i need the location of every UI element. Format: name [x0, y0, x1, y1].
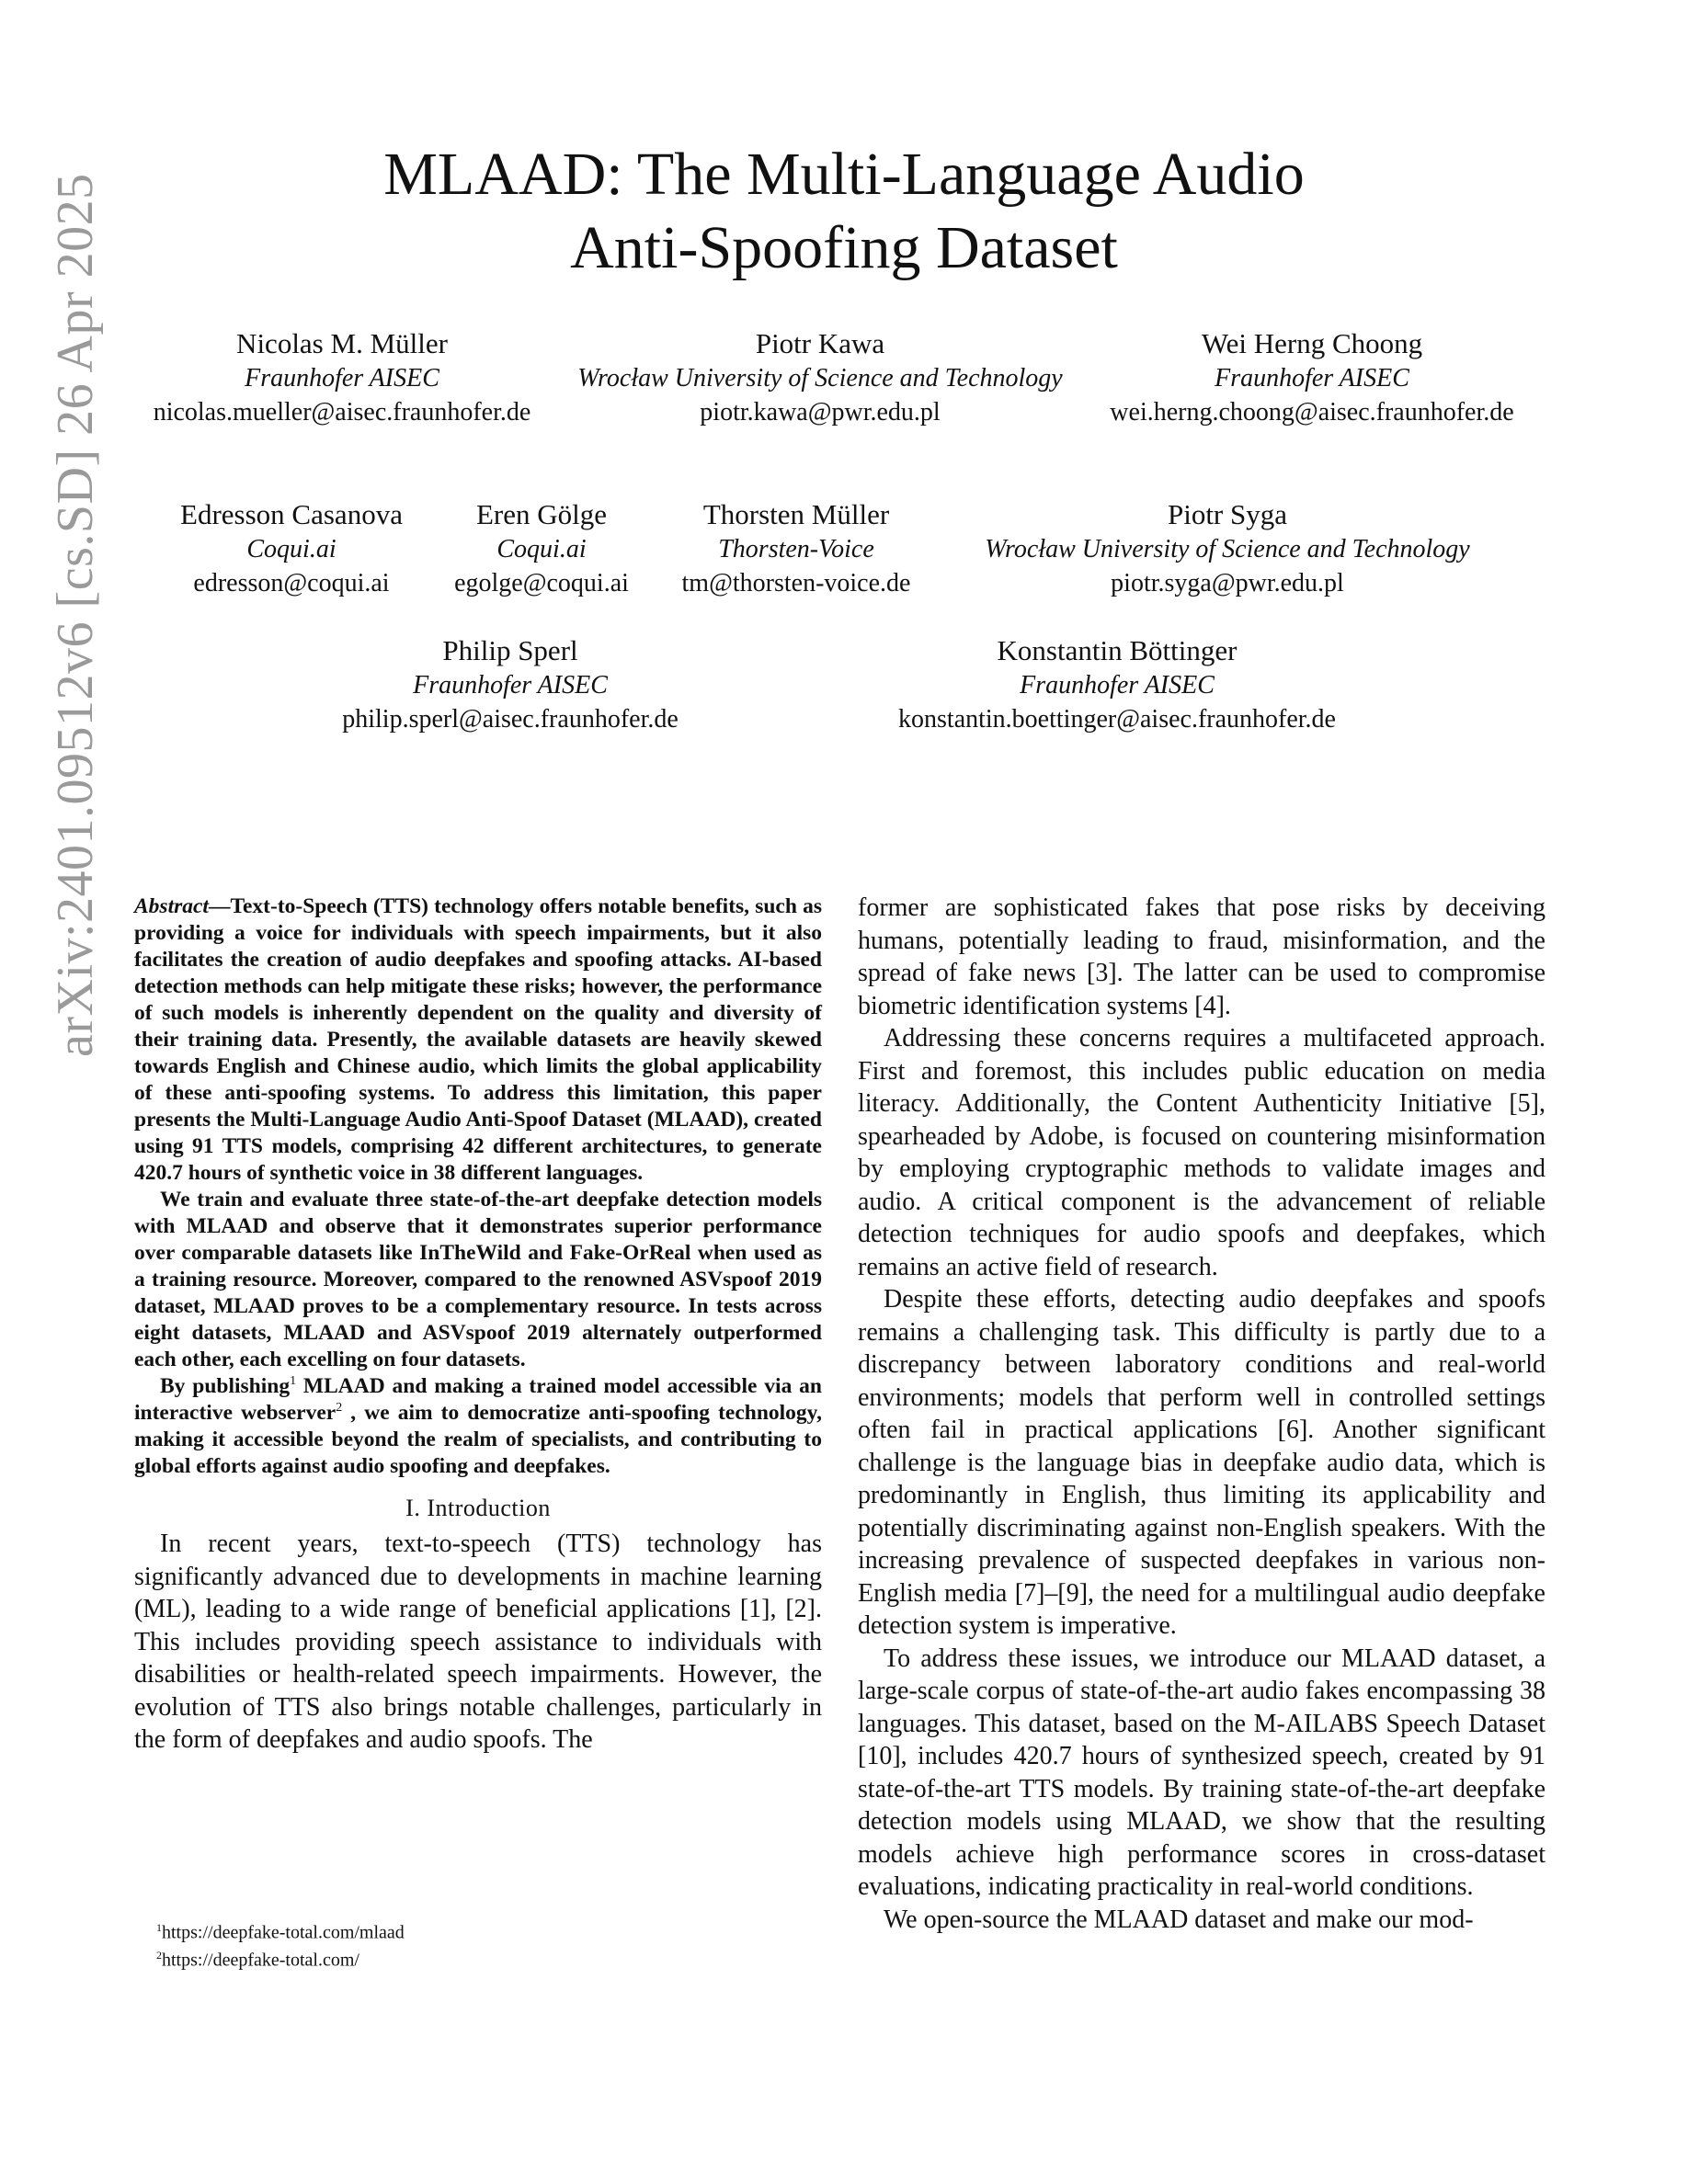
author-email: piotr.syga@pwr.edu.pl — [1111, 569, 1344, 597]
author-block — [985, 497, 1470, 600]
author-block — [154, 326, 531, 429]
footnote-ref: 2 — [336, 1401, 343, 1416]
body-paragraph: Despite these efforts, detecting audio deepfakes and spoofs remains a challenging task. This difficulty is partly due to a discrepancy between laboratory conditions and real-world environments; models that perform well in controlled settings often fail in practical applications [6]. Another significant challenge is the language bias in deepfake audio data, which is predominantly in English, thus limiting its applicability and potentially discriminating against non-English speakers. With the increasing prevalence of suspected deepfakes in various non-English media [7]–[9], the need for a multilingual audio deepfake detection system is imperative. — [858, 1285, 1545, 1640]
author-block — [180, 497, 403, 600]
author-affiliation: Coqui.ai — [246, 535, 336, 563]
author-affiliation: Fraunhofer AISEC — [413, 671, 608, 700]
abstract-paragraph-3 — [134, 1373, 822, 1480]
footnote-ref: 1 — [290, 1374, 297, 1389]
author-name: Philip Sperl — [442, 634, 578, 666]
author-name: Piotr Kawa — [755, 327, 885, 359]
footnote-mark: 1 — [156, 1921, 162, 1934]
title-line-2: Anti-Spoofing Dataset — [570, 214, 1118, 281]
author-email: edresson@coqui.ai — [193, 569, 390, 597]
author-name: Thorsten Müller — [702, 498, 890, 530]
body-paragraph: former are sophisticated fakes that pose risks by deceiving humans, potentially leading to fraud, misinformation, and the spread of fake news [3]. The latter can be used to compromise biometric identification systems [4]. — [858, 893, 1545, 1020]
footnotes — [156, 1917, 405, 1971]
abstract-paragraph-1 — [134, 893, 822, 1187]
author-block — [342, 633, 679, 736]
author-affiliation: Fraunhofer AISEC — [1215, 364, 1409, 392]
title-line-1: MLAAD: The Multi-Language Audio — [383, 141, 1305, 208]
abstract-paragraph-2: We train and evaluate three state-of-the-art deepfake detection models with MLAAD and observe that it demonstrates superior performance over comparable datasets like InTheWild and Fake-OrReal when used as a training resource. Moreover, compared to the renowned ASVspoof 2019 dataset, MLAAD proves to be a complementary resource. In tests across eight datasets, MLAAD and ASVspoof 2019 alternately outperformed each other, each excelling on four datasets. — [134, 1188, 822, 1371]
arxiv-identifier-stamp: arXiv:2401.09512v6 [cs.SD] 26 Apr 2025 — [47, 173, 104, 1057]
footnote — [156, 1917, 405, 1944]
author-name: Piotr Syga — [1167, 498, 1288, 530]
author-name: Edresson Casanova — [180, 498, 403, 530]
author-block — [898, 633, 1336, 736]
author-affiliation: Fraunhofer AISEC — [245, 364, 439, 392]
author-name: Eren Gölge — [475, 498, 608, 530]
author-affiliation: Coqui.ai — [496, 535, 587, 563]
author-name: Wei Herng Choong — [1201, 327, 1423, 359]
author-email: piotr.kawa@pwr.edu.pl — [700, 398, 941, 427]
author-block — [682, 497, 911, 600]
author-affiliation: Wrocław University of Science and Technology — [577, 364, 1063, 392]
author-name: Konstantin Böttinger — [997, 634, 1237, 666]
body-paragraph: To address these issues, we introduce our MLAAD dataset, a large-scale corpus of state-of-the-art audio fakes encompassing 38 languages. This dataset, based on the M-AILABS Speech Dataset [10], includes 420.7 hours of synthesized speech, created by 91 state-of-the-art TTS models. By training state-of-the-art deepfake detection models using MLAAD, we show that the resulting models achieve high performance scores in cross-dataset evaluations, indicating practicality in real-world conditions. — [858, 1644, 1545, 1901]
author-affiliation: Fraunhofer AISEC — [1020, 671, 1215, 700]
section-heading-introduction: I. Introduction — [405, 1495, 551, 1521]
author-block — [1110, 326, 1513, 429]
author-email: konstantin.boettinger@aisec.fraunhofer.de — [898, 705, 1336, 734]
author-affiliation: Thorsten-Voice — [718, 535, 874, 563]
abstract-label: Abstract — [134, 894, 209, 918]
footnote — [156, 1944, 405, 1972]
author-name: Nicolas M. Müller — [236, 327, 448, 359]
body-paragraph: We open-source the MLAAD dataset and make our mod- — [884, 1905, 1474, 1934]
footnote-link[interactable]: https://deepfake-total.com/ — [162, 1950, 359, 1971]
author-affiliation: Wrocław University of Science and Technology — [985, 535, 1470, 563]
author-email: philip.sperl@aisec.fraunhofer.de — [342, 705, 679, 734]
abstract-text: , we aim to democratize anti-spoofing technology, making it accessible beyond the realm of specialists, and contributing to global efforts against audio spoofing and deepfakes. — [134, 1401, 822, 1478]
author-email: egolge@coqui.ai — [454, 569, 629, 597]
paper-title — [0, 138, 1688, 285]
left-column — [134, 893, 822, 1757]
body-paragraph: Addressing these concerns requires a multifaceted approach. First and foremost, this includes public education on media literacy. Additionally, the Content Authenticity Initiative [5], spearheaded by Adobe, is focused on countering misinformation by employing cryptographic methods to validate images and audio. A critical component is the advancement of reliable detection techniques for audio spoofs and deepfakes, which remains an active field of research. — [858, 1024, 1545, 1281]
author-email: tm@thorsten-voice.de — [681, 569, 911, 597]
author-email: nicolas.mueller@aisec.fraunhofer.de — [153, 398, 531, 427]
author-block — [454, 497, 629, 600]
author-email: wei.herng.choong@aisec.fraunhofer.de — [1110, 398, 1514, 427]
intro-paragraph: In recent years, text-to-speech (TTS) technology has significantly advanced due to developments in machine learning (ML), leading to a wide range of beneficial applications [1], [2]. This includes providing speech assistance to individuals with disabilities or health-related speech impairments. However, the evolution of TTS also brings notable challenges, particularly in the form of deepfakes and audio spoofs. The — [134, 1530, 822, 1754]
right-column — [858, 892, 1545, 1936]
footnote-mark: 2 — [156, 1948, 162, 1962]
abstract-text: —Text-to-Speech (TTS) technology offers notable benefits, such as providing a voice for individuals with speech impairments, but it also facilitates the creation of audio deepfakes and spoofing attacks. AI-based detection methods can help mitigate these risks; however, the performance of such models is inherently dependent on the quality and diversity of their training data. Presently, the available datasets are heavily skewed towards English and Chinese audio, which limits the global applicability of these anti-spoofing systems. To address this limitation, this paper presents the Multi-Language Audio Anti-Spoof Dataset (MLAAD), created using 91 TTS models, comprising 42 different architectures, to generate 420.7 hours of synthetic voice in 38 different languages. — [134, 894, 822, 1185]
author-block — [577, 326, 1063, 429]
footnote-link[interactable]: https://deepfake-total.com/mlaad — [162, 1922, 405, 1943]
abstract-text: MLAAD and making a trained model accessible via an interactive webserver — [134, 1374, 822, 1425]
abstract-text: By publishing — [160, 1374, 291, 1398]
